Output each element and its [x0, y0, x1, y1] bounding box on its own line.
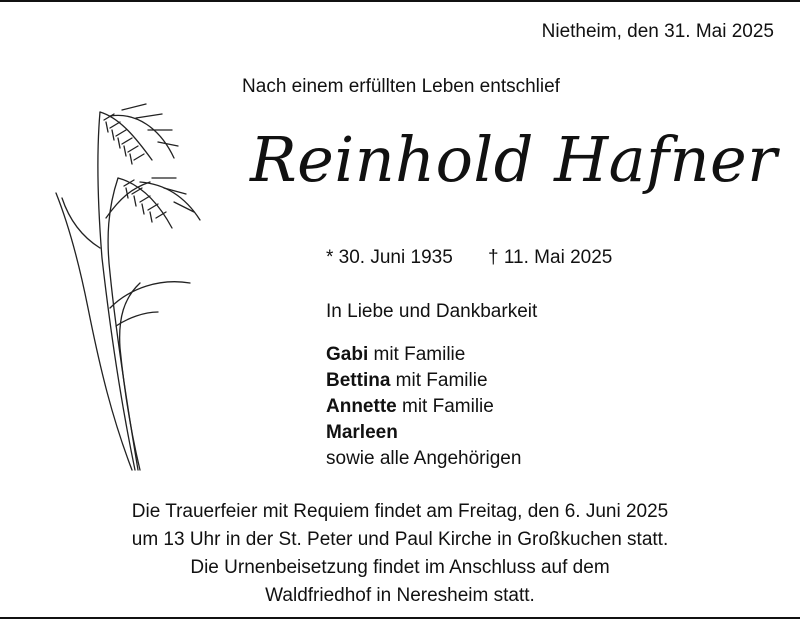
- death-date: † 11. Mai 2025: [488, 247, 613, 268]
- mourner-entry: [326, 394, 521, 420]
- mourner-entry: [326, 342, 521, 368]
- mourner-entry: [326, 420, 521, 446]
- service-line: Die Trauerfeier mit Requiem findet am Freitag, den 6. Juni 2025: [131, 501, 669, 522]
- relatives-line: sowie alle Angehörigen: [326, 448, 522, 469]
- intro-text: Nach einem erfüllten Leben entschlief: [242, 76, 560, 97]
- dedication: In Liebe und Dankbarkeit: [326, 301, 538, 322]
- mourners-list: [326, 342, 521, 472]
- life-dates: [326, 247, 612, 269]
- mourner-name: Bettina: [326, 370, 391, 391]
- wheat-ear-lower-icon: [118, 178, 200, 228]
- wheat-stalks-drawing-icon: [40, 98, 220, 478]
- service-line: Die Urnenbeisetzung findet im Anschluss auf dem: [190, 557, 610, 578]
- service-line: um 13 Uhr in der St. Peter und Paul Kirche in Großkuchen statt.: [131, 529, 669, 550]
- place-date: Nietheim, den 31. Mai 2025: [541, 21, 774, 42]
- mourner-entry: [326, 368, 521, 394]
- mourner-suffix: mit Familie: [390, 370, 488, 391]
- service-line: Waldfriedhof in Neresheim statt.: [265, 585, 535, 606]
- mourner-name: Marleen: [326, 422, 398, 443]
- mourner-suffix: mit Familie: [396, 396, 494, 417]
- funeral-service-info: [0, 498, 800, 610]
- mourner-suffix: mit Familie: [368, 344, 466, 365]
- wheat-ear-upper-icon: [100, 104, 178, 164]
- birth-date: * 30. Juni 1935: [326, 247, 453, 268]
- deceased-name: Reinhold Hafner: [250, 123, 778, 196]
- mourner-name: Annette: [326, 396, 397, 417]
- mourner-name: Gabi: [326, 344, 369, 365]
- intro-line: [0, 76, 800, 98]
